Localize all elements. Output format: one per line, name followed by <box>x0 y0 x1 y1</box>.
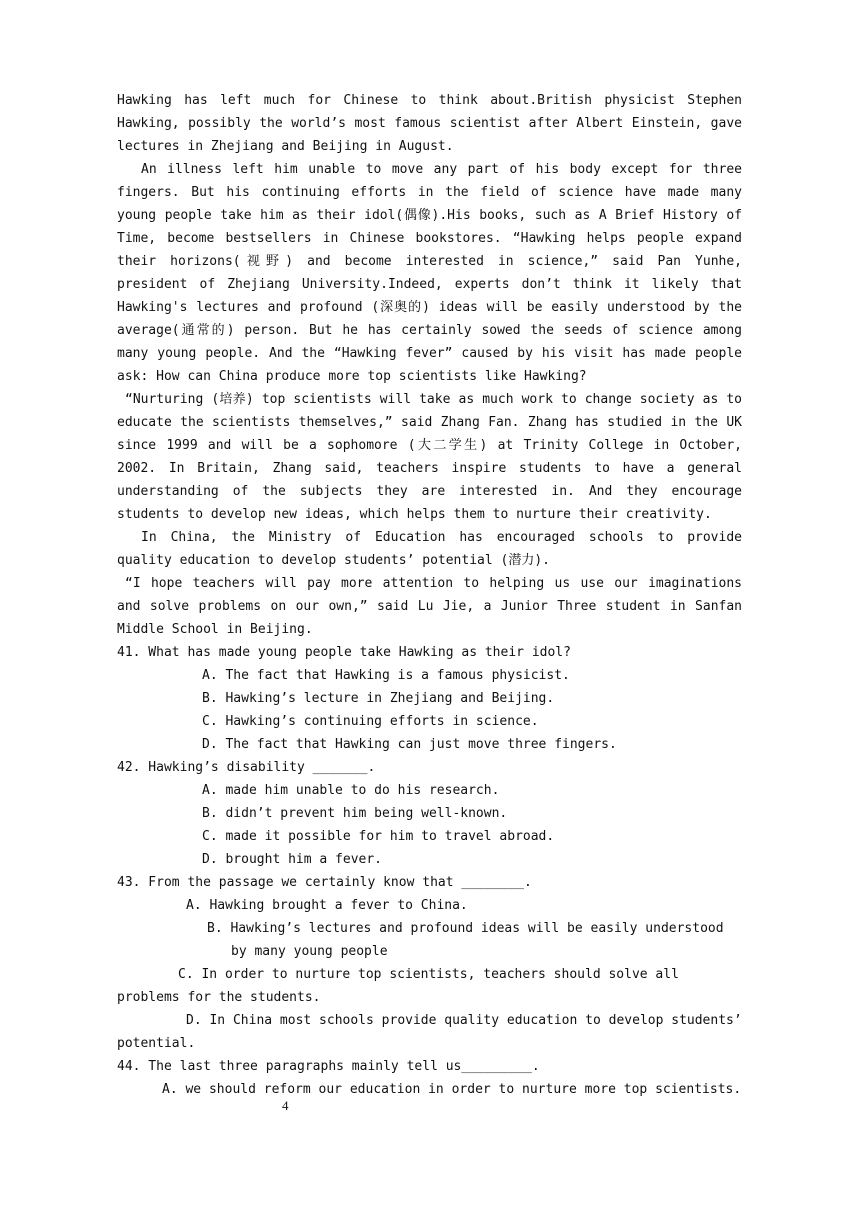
passage-paragraph-2: An illness left him unable to move any part of his body except for three fingers. But his continuing efforts in the field of science have made many young people take him as their idol(偶像).His books, such as A Brief History of Time, become bestsellers in Chinese bookstores. “Hawking helps people expand their horizons(视野) and become interested in science,” said Pan Yunhe, president of Zhejiang University.Indeed, experts don’t think it likely that Hawking's lectures and profound (深奥的) ideas will be easily understood by the average(通常的) person. But he has certainly sowed the seeds of science among many young people. And the “Hawking fever” caused by his visit has made people ask: How can China produce more top scientists like Hawking? <box>117 162 742 384</box>
option-a: A. The fact that Hawking is a famous physicist. <box>202 668 570 683</box>
question-42 <box>117 756 742 871</box>
option-c: C. In order to nurture top scientists, teachers should solve all problems for the students. <box>117 967 679 1005</box>
passage-paragraph-5: “I hope teachers will pay more attention to helping us use our imaginations and solve problems on our own,” said Lu Jie, a Junior Three student in Sanfan Middle School in Beijing. <box>117 576 742 637</box>
option-d: D. In China most schools provide quality education to develop students’ potential. <box>117 1013 742 1051</box>
question-stem: 41. What has made young people take Hawking as their idol? <box>117 645 571 660</box>
option-b: B. Hawking’s lectures and profound ideas will be easily understood by many young people <box>207 921 724 959</box>
passage-paragraph-3: “Nurturing (培养) top scientists will take as much work to change society as to educate the scientists themselves,” said Zhang Fan. Zhang has studied in the UK since 1999 and will be a sophomore (大二学生) at Trinity College in October, 2002. In Britain, Zhang said, teachers inspire students to have a general understanding of the subjects they are interested in. And they encourage students to develop new ideas, which helps them to nurture their creativity. <box>117 392 742 522</box>
question-43 <box>117 871 742 1055</box>
question-stem: 42. Hawking’s disability _______. <box>117 760 376 775</box>
passage-paragraph-4: In China, the Ministry of Education has encouraged schools to provide quality education to develop students’ potential (潜力). <box>117 530 742 568</box>
body-text <box>117 89 742 1101</box>
question-stem: 43. From the passage we certainly know that ________. <box>117 875 532 890</box>
option-c: C. made it possible for him to travel abroad. <box>202 829 555 844</box>
option-d: D. The fact that Hawking can just move three fingers. <box>202 737 617 752</box>
option-c: C. Hawking’s continuing efforts in science. <box>202 714 539 729</box>
option-a: A. Hawking brought a fever to China. <box>186 898 468 913</box>
question-44 <box>117 1055 742 1101</box>
page-number: 4 <box>282 1098 289 1113</box>
passage-paragraph-1: Hawking has left much for Chinese to think about.British physicist Stephen Hawking, possibly the world’s most famous scientist after Albert Einstein, gave lectures in Zhejiang and Beijing in August. <box>117 93 742 154</box>
option-b: B. didn’t prevent him being well-known. <box>202 806 508 821</box>
option-b: B. Hawking’s lecture in Zhejiang and Beijing. <box>202 691 555 706</box>
option-d: D. brought him a fever. <box>202 852 383 867</box>
question-stem: 44. The last three paragraphs mainly tell us_________. <box>117 1059 540 1074</box>
option-a: A. we should reform our education in order to nurture more top scientists. <box>162 1082 742 1097</box>
question-41 <box>117 641 742 756</box>
option-a: A. made him unable to do his research. <box>202 783 500 798</box>
